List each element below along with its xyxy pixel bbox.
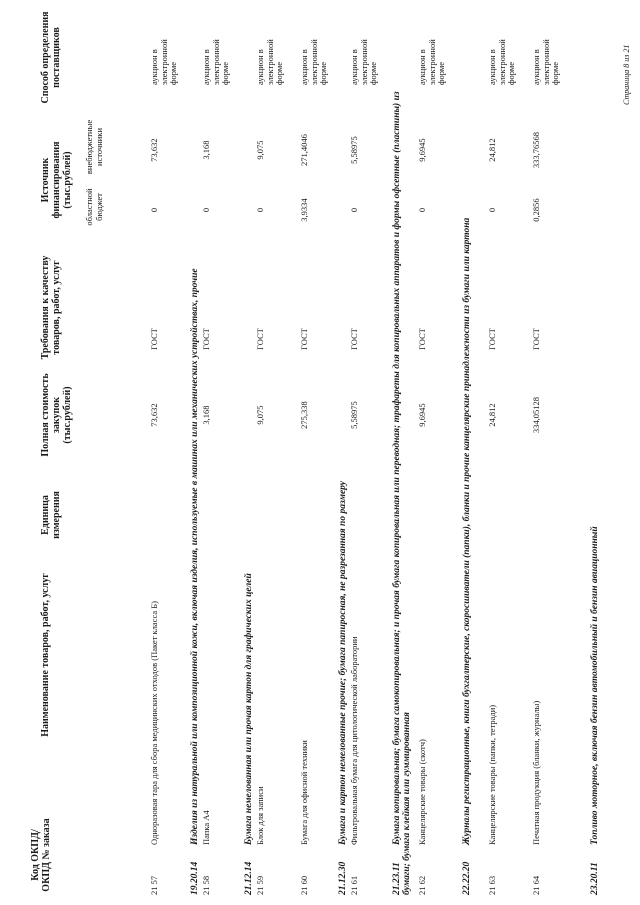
row-req: ГОСТ [201, 328, 211, 350]
row-req: ГОСТ [255, 328, 265, 350]
row-order: 21 59 [255, 875, 265, 895]
group-heading: 21.12.30Бумага и картон немелованные прочие; бумага папиросная, не разрезанная по размеру [338, 480, 348, 895]
row-total: 9,6945 [417, 403, 427, 427]
row-total: 334,05128 [531, 396, 541, 434]
row-name: Канцелярские товары (скотч) [417, 739, 427, 845]
row-name: Папка А4 [201, 810, 211, 845]
row-method: аукцион в электронной форме [299, 39, 328, 85]
row-req: ГОСТ [149, 328, 159, 350]
header-source-extra: внебюджетные источники [84, 119, 104, 175]
row-regional: 3,9334 [299, 198, 309, 222]
group-heading: 23.20.11Топливо моторное, включая бензин автомобильный и бензин авиационный [590, 526, 600, 895]
row-method: аукцион в электронной форме [417, 39, 446, 85]
row-order: 21 64 [531, 875, 541, 895]
group-heading: 19.20.14Изделия из натуральной или композиционной кожи, включая изделия, используемые в машинах или механических устройствах, прочие [190, 268, 200, 895]
header-total: Полная стоимость закупок (тыс.рублей) [40, 373, 73, 457]
header-name: Наименование товаров, работ, услуг [40, 573, 51, 737]
row-extra: 73,632 [149, 138, 159, 162]
row-name: Фильтровальная бумага для цитологической лаборатории [349, 636, 359, 845]
row-total: 275,338 [299, 401, 309, 429]
row-extra: 3,168 [201, 140, 211, 160]
row-req: ГОСТ [349, 328, 359, 350]
row-extra: 271,4046 [299, 134, 309, 166]
row-order: 21 61 [349, 875, 359, 895]
row-name: Одноразовая тара для сбора медицинских отходов (Пакет класса Б) [149, 601, 159, 845]
row-method: аукцион в электронной форме [487, 39, 516, 85]
row-total: 5,58975 [349, 401, 359, 429]
row-order: 21 60 [299, 875, 309, 895]
row-regional: 0 [201, 207, 211, 213]
row-total: 24,812 [487, 403, 497, 427]
page-number: Страница 8 из 21 [622, 44, 631, 105]
row-req: ГОСТ [417, 328, 427, 350]
row-regional: 0,2856 [531, 198, 541, 222]
row-extra: 9,075 [255, 140, 265, 160]
row-total: 3,168 [201, 405, 211, 425]
row-method: аукцион в электронной форме [255, 39, 284, 85]
row-total: 9,075 [255, 405, 265, 425]
group-heading: 22.22.20Журналы регистрационные, книги бухгалтерские, скоросшиватели (папки), бланки и прочие канцелярские принадлежности из бумаги или картона [462, 217, 472, 895]
row-extra: 5,58975 [349, 136, 359, 164]
header-code: Код ОКПД/ ОКПД № заказа [30, 818, 52, 892]
header-requirements: Требования к качеству товаров, работ, услуг [40, 255, 62, 360]
row-req: ГОСТ [299, 328, 309, 350]
header-source: Источник финансирования (тыс.рублей) [40, 141, 73, 219]
row-method: аукцион в электронной форме [201, 39, 230, 85]
row-order: 21 57 [149, 875, 159, 895]
row-method: аукцион в электронной форме [349, 39, 378, 85]
row-order: 21 62 [417, 875, 427, 895]
row-method: аукцион в электронной форме [531, 39, 560, 85]
row-regional: 0 [149, 207, 159, 213]
group-heading: 21.12.14Бумага немелованная или прочая картон для графических целей [244, 573, 254, 895]
group-heading: 21.23.11Бумага копировальная; бумага самокопировальная; и прочая бумага копировальная или переводная; трафареты для копировальных аппаратов и формы офсетные (пластины) из бумаги; бумага клейкая или гуммированная [392, 91, 412, 895]
row-total: 73,632 [149, 403, 159, 427]
row-req: ГОСТ [531, 328, 541, 350]
header-method: Способ определения поставщиков [40, 11, 62, 104]
row-name: Блок для записи [255, 786, 265, 845]
row-method: аукцион в электронной форме [149, 39, 178, 85]
row-extra: 24,812 [487, 138, 497, 162]
header-unit: Единица измерения [40, 491, 62, 539]
row-regional: 0 [487, 207, 497, 213]
row-regional: 0 [255, 207, 265, 213]
row-name: Канцелярские товары (папки, тетради) [487, 704, 497, 845]
row-name: Бумага для офисной техники [299, 740, 309, 845]
row-name: Печатная продукция (бланки, журналы) [531, 700, 541, 845]
header-source-regional: областной бюджет [84, 188, 104, 226]
row-order: 21 58 [201, 875, 211, 895]
row-order: 21 63 [487, 875, 497, 895]
row-extra: 9,6945 [417, 138, 427, 162]
row-extra: 333,76568 [531, 131, 541, 169]
row-regional: 0 [349, 207, 359, 213]
row-regional: 0 [417, 207, 427, 213]
row-req: ГОСТ [487, 328, 497, 350]
